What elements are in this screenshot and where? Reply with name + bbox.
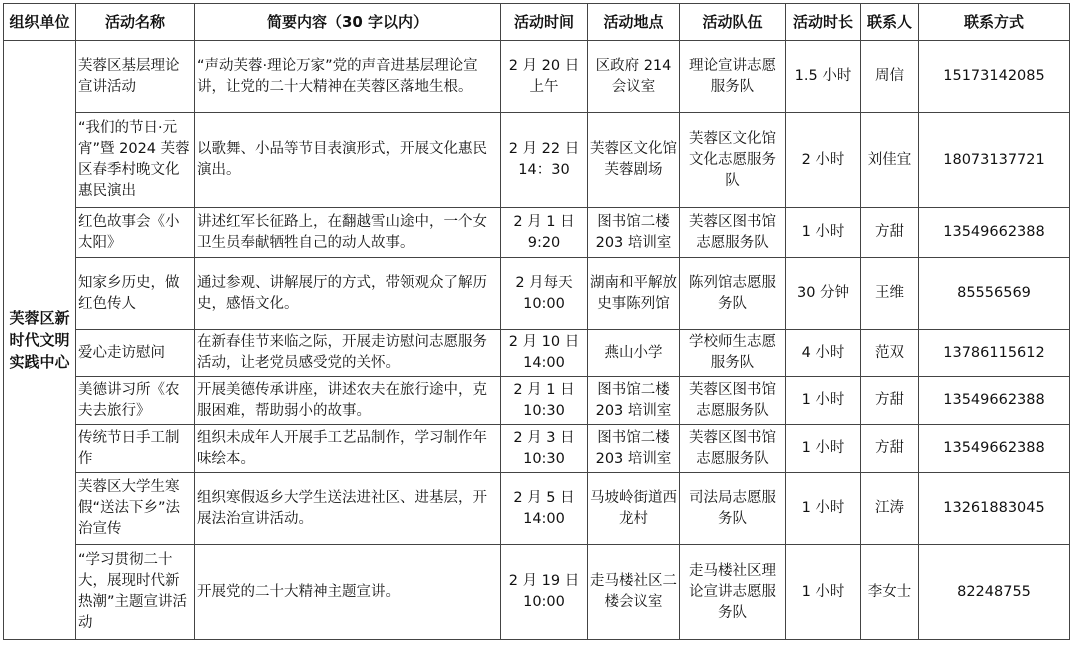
org-cell: 芙蓉区新时代文明实践中心	[4, 41, 76, 640]
activity-contact: 江涛	[861, 473, 919, 545]
activity-team: 芙蓉区图书馆志愿服务队	[680, 377, 786, 425]
activity-place: 走马楼社区二楼会议室	[588, 545, 680, 640]
activity-name: 红色故事会《小太阳》	[76, 208, 195, 258]
activity-phone: 18073137721	[919, 113, 1070, 208]
activity-team: 芙蓉区图书馆志愿服务队	[680, 208, 786, 258]
activity-team: 芙蓉区图书馆志愿服务队	[680, 425, 786, 473]
header-phone: 联系方式	[919, 4, 1070, 41]
activity-content: 开展党的二十大精神主题宣讲。	[195, 545, 501, 640]
activity-phone: 13786115612	[919, 330, 1070, 377]
activity-place: 湖南和平解放史事陈列馆	[588, 258, 680, 330]
activity-name: “我们的节日·元宵”暨 2024 芙蓉区春季村晚文化惠民演出	[76, 113, 195, 208]
activity-contact: 方甜	[861, 377, 919, 425]
activity-contact: 李女士	[861, 545, 919, 640]
activity-contact: 王维	[861, 258, 919, 330]
activity-duration: 1 小时	[786, 377, 861, 425]
activity-time: 2 月 1 日 9:20	[501, 208, 588, 258]
activity-name: 美德讲习所《农夫去旅行》	[76, 377, 195, 425]
activity-content: 以歌舞、小品等节目表演形式，开展文化惠民演出。	[195, 113, 501, 208]
activity-content: 开展美德传承讲座，讲述农夫在旅行途中，克服困难，帮助弱小的故事。	[195, 377, 501, 425]
activity-content: 讲述红军长征路上，在翻越雪山途中，一个女卫生员奉献牺牲自己的动人故事。	[195, 208, 501, 258]
activity-time: 2 月 1 日 10:30	[501, 377, 588, 425]
header-row	[4, 4, 1070, 41]
activity-place: 图书馆二楼 203 培训室	[588, 208, 680, 258]
activity-place: 芙蓉区文化馆芙蓉剧场	[588, 113, 680, 208]
activity-phone: 85556569	[919, 258, 1070, 330]
activity-duration: 2 小时	[786, 113, 861, 208]
table-row	[4, 377, 1070, 425]
header-place: 活动地点	[588, 4, 680, 41]
header-duration: 活动时长	[786, 4, 861, 41]
header-name: 活动名称	[76, 4, 195, 41]
activity-duration: 30 分钟	[786, 258, 861, 330]
activity-place: 马坡岭街道西龙村	[588, 473, 680, 545]
activity-team: 理论宣讲志愿服务队	[680, 41, 786, 113]
activity-time: 2 月 19 日 10:00	[501, 545, 588, 640]
activity-phone: 13549662388	[919, 377, 1070, 425]
activity-contact: 刘佳宜	[861, 113, 919, 208]
table-row	[4, 330, 1070, 377]
activity-duration: 4 小时	[786, 330, 861, 377]
activity-time: 2 月 20 日上午	[501, 41, 588, 113]
activity-content: 在新春佳节来临之际，开展走访慰问志愿服务活动，让老党员感受党的关怀。	[195, 330, 501, 377]
activity-contact: 周信	[861, 41, 919, 113]
activity-contact: 方甜	[861, 208, 919, 258]
activity-content: 组织未成年人开展手工艺品制作，学习制作年味绘本。	[195, 425, 501, 473]
activity-team: 司法局志愿服务队	[680, 473, 786, 545]
activity-name: 知家乡历史，做红色传人	[76, 258, 195, 330]
activity-phone: 15173142085	[919, 41, 1070, 113]
activity-time: 2 月 22 日 14：30	[501, 113, 588, 208]
activity-duration: 1 小时	[786, 208, 861, 258]
activity-duration: 1 小时	[786, 473, 861, 545]
activity-name: 传统节日手工制作	[76, 425, 195, 473]
activity-place: 图书馆二楼 203 培训室	[588, 425, 680, 473]
activity-content: 通过参观、讲解展厅的方式，带领观众了解历史，感悟文化。	[195, 258, 501, 330]
activity-name: 爱心走访慰问	[76, 330, 195, 377]
activity-time: 2 月 3 日 10:30	[501, 425, 588, 473]
table-row	[4, 208, 1070, 258]
header-content: 简要内容（30 字以内）	[195, 4, 501, 41]
activity-team: 陈列馆志愿服务队	[680, 258, 786, 330]
header-team: 活动队伍	[680, 4, 786, 41]
header-contact: 联系人	[861, 4, 919, 41]
activity-duration: 1.5 小时	[786, 41, 861, 113]
activity-team: 走马楼社区理论宣讲志愿服务队	[680, 545, 786, 640]
activity-place: 图书馆二楼 203 培训室	[588, 377, 680, 425]
activity-team: 学校师生志愿服务队	[680, 330, 786, 377]
table-row	[4, 113, 1070, 208]
activity-time: 2 月每天 10:00	[501, 258, 588, 330]
activity-duration: 1 小时	[786, 425, 861, 473]
activity-duration: 1 小时	[786, 545, 861, 640]
header-org: 组织单位	[4, 4, 76, 41]
table-row	[4, 545, 1070, 640]
activity-phone: 13549662388	[919, 425, 1070, 473]
header-time: 活动时间	[501, 4, 588, 41]
activity-table	[3, 3, 1070, 640]
activity-team: 芙蓉区文化馆文化志愿服务队	[680, 113, 786, 208]
activity-place: 区政府 214 会议室	[588, 41, 680, 113]
table-row	[4, 41, 1070, 113]
table-row	[4, 473, 1070, 545]
table-row	[4, 425, 1070, 473]
activity-content: 组织寒假返乡大学生送法进社区、进基层，开展法治宣讲活动。	[195, 473, 501, 545]
activity-contact: 范双	[861, 330, 919, 377]
activity-phone: 13549662388	[919, 208, 1070, 258]
activity-time: 2 月 5 日 14:00	[501, 473, 588, 545]
activity-contact: 方甜	[861, 425, 919, 473]
activity-name: “学习贯彻二十大，展现时代新热潮”主题宣讲活动	[76, 545, 195, 640]
activity-name: 芙蓉区基层理论宣讲活动	[76, 41, 195, 113]
activity-phone: 13261883045	[919, 473, 1070, 545]
activity-content: “声动芙蓉·理论万家”党的声音进基层理论宣讲，让党的二十大精神在芙蓉区落地生根。	[195, 41, 501, 113]
table-row	[4, 258, 1070, 330]
activity-phone: 82248755	[919, 545, 1070, 640]
activity-name: 芙蓉区大学生寒假“送法下乡”法治宣传	[76, 473, 195, 545]
activity-time: 2 月 10 日 14:00	[501, 330, 588, 377]
activity-place: 燕山小学	[588, 330, 680, 377]
